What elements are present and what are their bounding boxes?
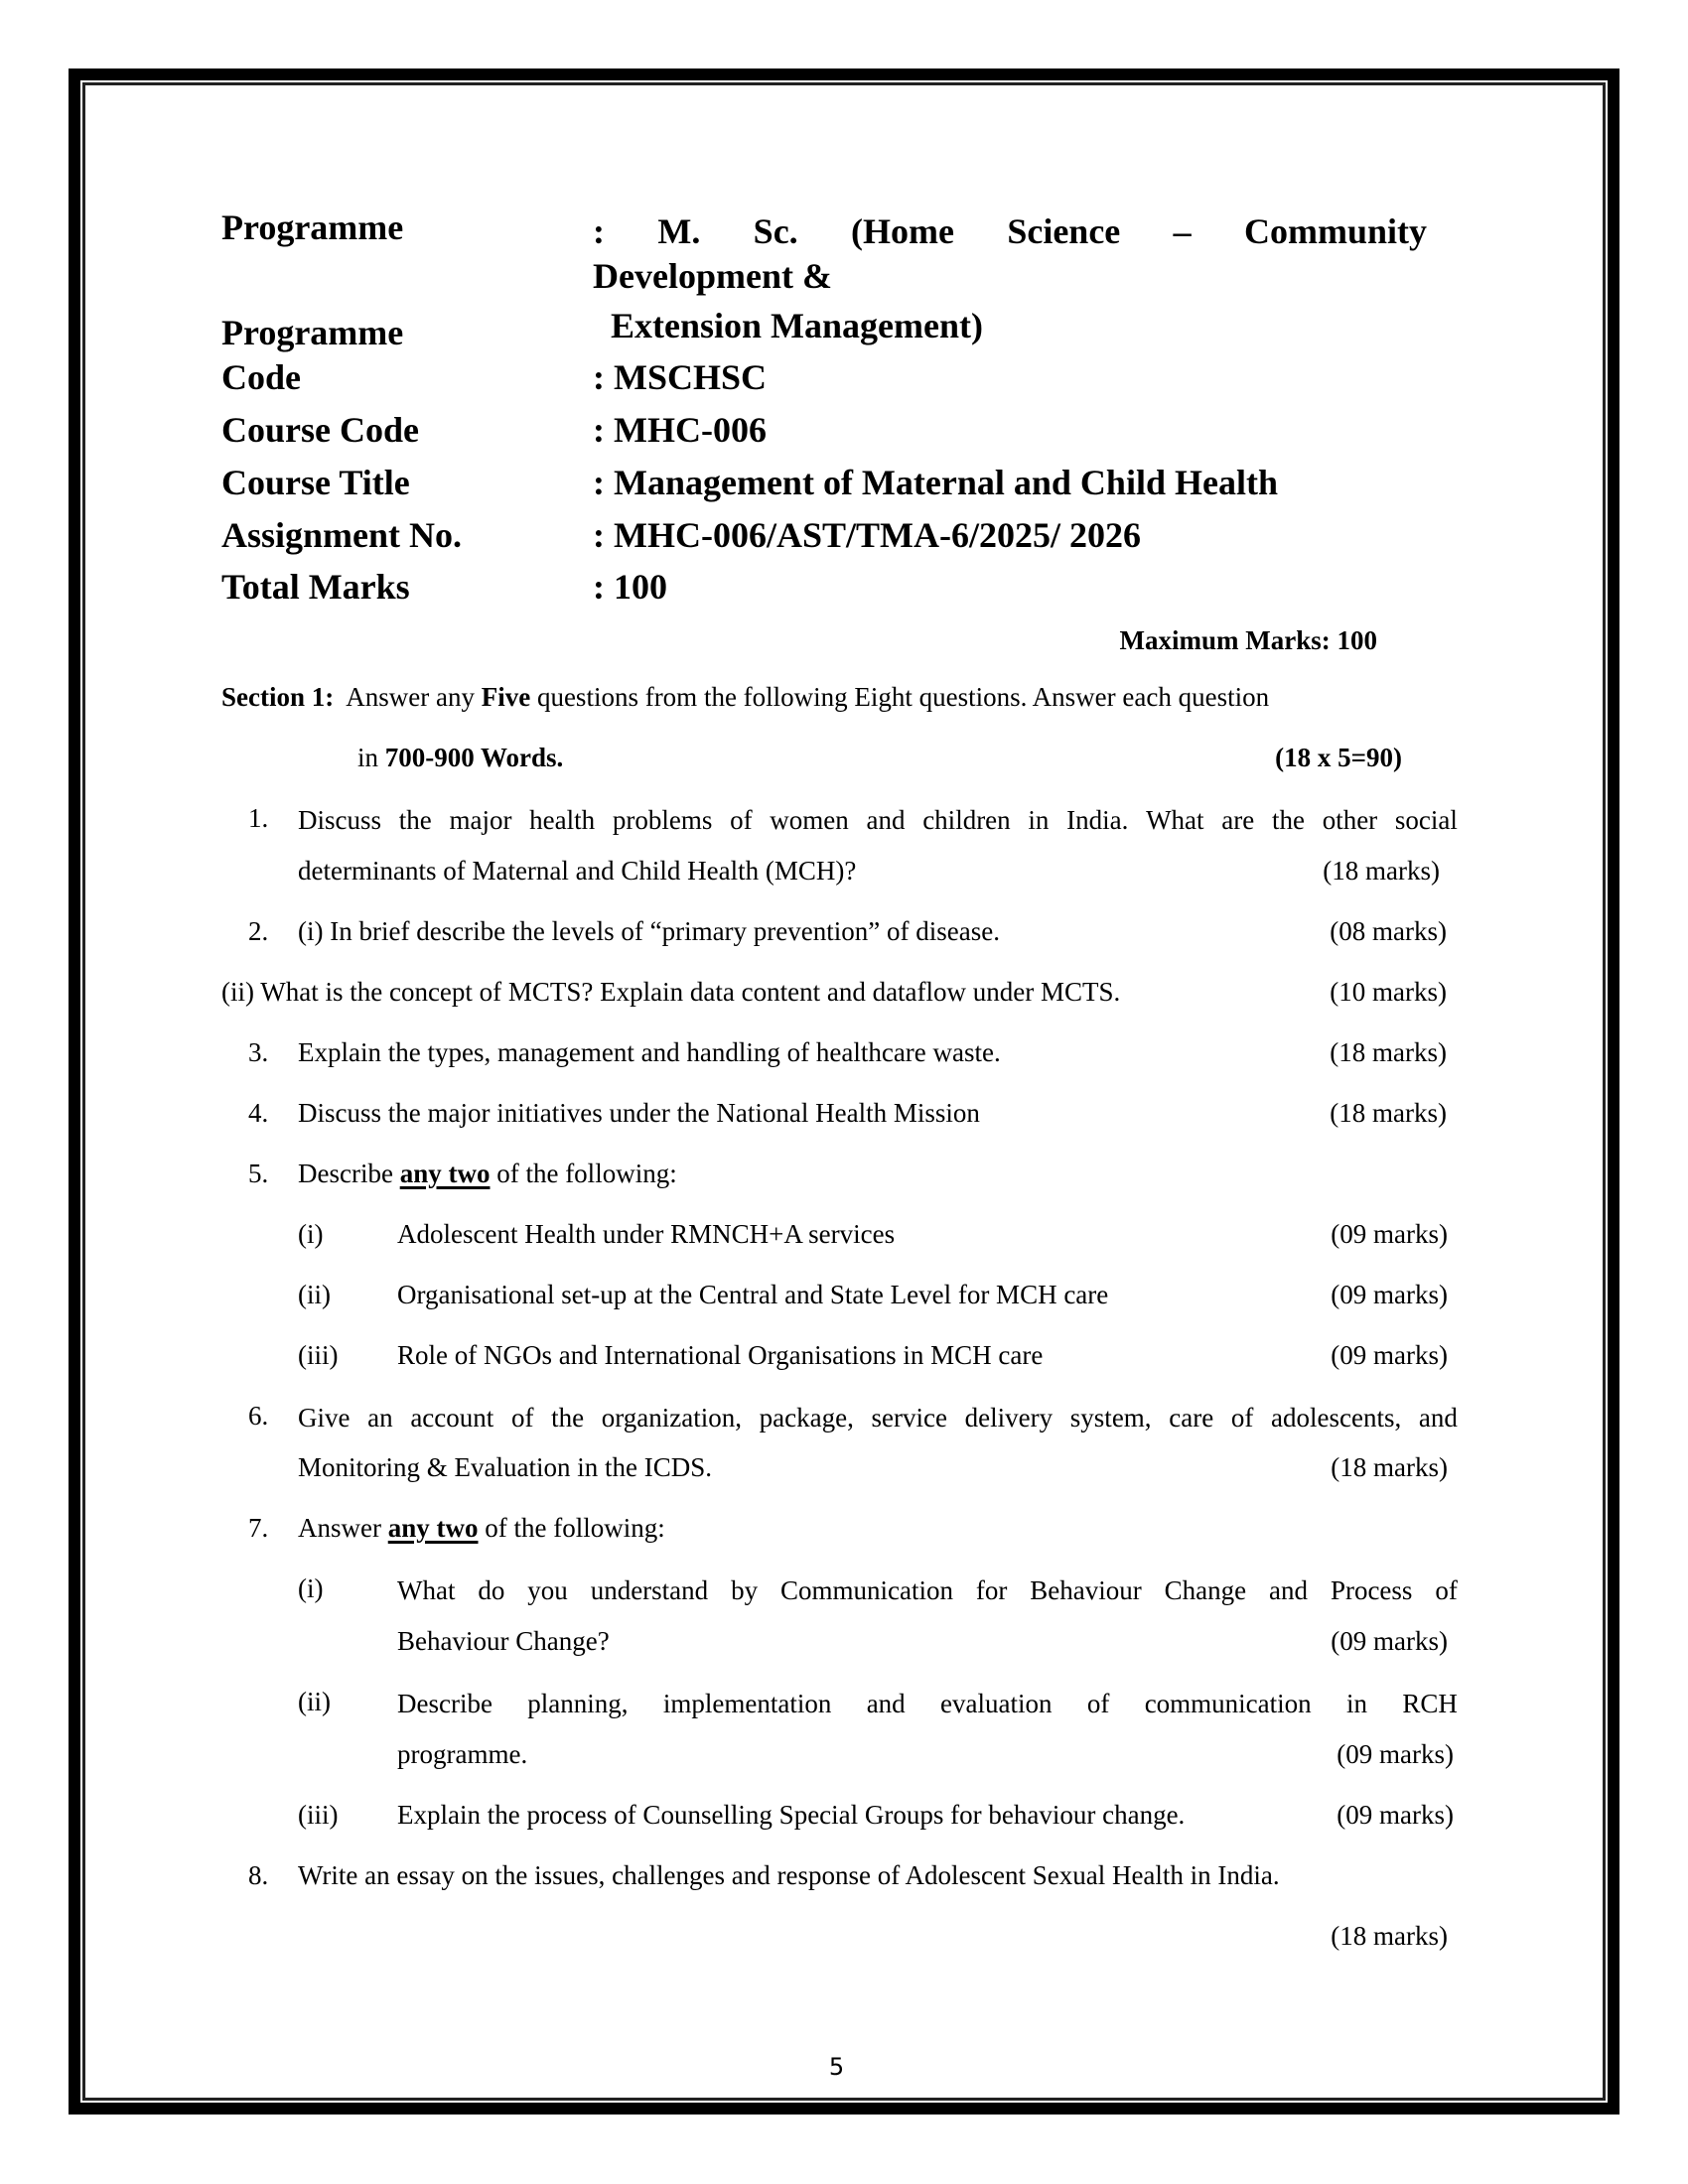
question-7-sub-i-word: understand: [590, 1575, 709, 1605]
question-1-word: and: [866, 805, 906, 835]
question-7-sub-i-number: (i): [298, 1573, 324, 1603]
question-4-marks: (18 marks): [1330, 1098, 1447, 1128]
section-marks-formula: (18 x 5=90): [1275, 743, 1402, 772]
question-1-line1: [298, 805, 1458, 836]
question-7-sub-iii-number: (iii): [298, 1800, 339, 1830]
question-6-word: adolescents,: [1271, 1403, 1402, 1433]
question-3-text: Explain the types, management and handling of healthcare waste.: [298, 1037, 1001, 1067]
question-7-sub-i-marks: (09 marks): [1331, 1626, 1448, 1656]
question-6-word: the: [551, 1403, 585, 1433]
programme-word: Science: [1007, 211, 1121, 251]
question-7-sub-ii-marks: (09 marks): [1336, 1739, 1454, 1769]
question-6-word: of: [1230, 1403, 1254, 1433]
question-7-sub-i-word: of: [1435, 1575, 1458, 1605]
question-1-word: problems: [612, 805, 713, 835]
question-7-sub-ii-number: (ii): [298, 1687, 331, 1716]
question-5-sub-ii-marks: (09 marks): [1331, 1280, 1448, 1309]
question-1-word: children: [922, 805, 1011, 835]
question-5-number: 5.: [248, 1159, 269, 1188]
question-1-line2: determinants of Maternal and Child Health (MCH)?: [298, 856, 857, 886]
section-text-b: questions from the following Eight questions. Answer each question: [530, 682, 1270, 712]
section-word-limit: [357, 745, 563, 771]
question-6-line1: [298, 1403, 1458, 1433]
question-7-sub-i-word: Process: [1330, 1575, 1413, 1605]
page-border-inner: [82, 82, 1606, 2101]
section-instructions: [221, 684, 1269, 711]
page-number: 5: [828, 2053, 845, 2081]
section-bold-word: Five: [481, 682, 531, 712]
programme-word: (Home: [851, 211, 954, 251]
programme-word: :: [593, 211, 605, 251]
programme-code-label-1: Programme: [221, 313, 404, 352]
question-5-sub-i-number: (i): [298, 1219, 324, 1249]
question-7-sub-i-word: by: [731, 1575, 759, 1605]
question-7-sub-ii-word: and: [866, 1689, 906, 1718]
question-4-number: 4.: [248, 1098, 269, 1128]
question-7-sub-ii-word: implementation: [662, 1689, 832, 1718]
programme-value-line1: [593, 209, 1427, 254]
question-6-word: and: [1418, 1403, 1458, 1433]
question-1-word: health: [529, 805, 596, 835]
question-2-part-ii-marks: (10 marks): [1330, 977, 1447, 1007]
question-5-sub-ii-text: Organisational set-up at the Central and State Level for MCH care: [397, 1280, 1109, 1309]
question-7-sub-i-word: do: [478, 1575, 505, 1605]
question-8-marks: (18 marks): [1331, 1921, 1448, 1951]
question-7-text-a: Answer: [298, 1513, 388, 1543]
question-6-number: 6.: [248, 1401, 269, 1431]
question-7-sub-i-word: you: [527, 1575, 568, 1605]
question-1-word: Discuss: [298, 805, 382, 835]
question-6-word: package,: [759, 1403, 854, 1433]
question-7-sub-i-word: What: [397, 1575, 456, 1605]
section-word-limit-bold: 700-900 Words.: [384, 743, 564, 772]
programme-label: Programme: [221, 207, 404, 247]
question-7-sub-iii-text: Explain the process of Counselling Special Groups for behaviour change.: [397, 1800, 1186, 1830]
question-2-part-i: (i) In brief describe the levels of “primary prevention” of disease.: [298, 916, 1000, 946]
question-7-sub-i-word: Behaviour: [1030, 1575, 1142, 1605]
question-6-word: of: [510, 1403, 534, 1433]
question-1-word: social: [1394, 805, 1458, 835]
maximum-marks: Maximum Marks: 100: [1119, 625, 1377, 655]
question-2-part-i-marks: (08 marks): [1330, 916, 1447, 946]
question-6-word: organization,: [601, 1403, 742, 1433]
question-3-marks: (18 marks): [1330, 1037, 1447, 1067]
question-5-text-a: Describe: [298, 1159, 400, 1188]
programme-value-line3: Extension Management): [611, 306, 983, 345]
total-marks-label: Total Marks: [221, 567, 410, 607]
programme-word: M.: [657, 211, 701, 251]
question-1-word: women: [770, 805, 849, 835]
question-5-sub-iii-text: Role of NGOs and International Organisations in MCH care: [397, 1340, 1044, 1370]
question-2-number: 2.: [248, 916, 269, 946]
question-5-text: [298, 1160, 677, 1187]
assignment-value: : MHC-006/AST/TMA-6/2025/ 2026: [593, 515, 1141, 555]
programme-value: [593, 209, 1427, 299]
course-code-value: : MHC-006: [593, 410, 767, 450]
section-word-limit-prefix: in: [357, 743, 385, 772]
programme-word: Sc.: [753, 211, 798, 251]
question-7-sub-i-word: Communication: [779, 1575, 953, 1605]
question-7-text-b: of the following:: [478, 1513, 665, 1543]
question-6-word: an: [367, 1403, 393, 1433]
question-7-sub-i-line1: [397, 1575, 1458, 1606]
question-8-number: 8.: [248, 1860, 269, 1890]
question-8-text: Write an essay on the issues, challenges and response of Adolescent Sexual Health in India.: [298, 1860, 1280, 1890]
question-6-word: delivery: [964, 1403, 1054, 1433]
question-7-sub-ii-word: of: [1086, 1689, 1110, 1718]
programme-word: Community: [1243, 211, 1427, 251]
course-code-label: Course Code: [221, 410, 419, 450]
question-1-word: the: [398, 805, 432, 835]
section-label: Section 1:: [221, 682, 335, 712]
question-7-underlined: any two: [387, 1513, 479, 1543]
programme-word: –: [1173, 211, 1192, 251]
question-7-sub-iii-marks: (09 marks): [1336, 1800, 1454, 1830]
question-7-sub-ii-word: planning,: [527, 1689, 629, 1718]
question-1-word: of: [730, 805, 753, 835]
question-5-sub-i-text: Adolescent Health under RMNCH+A services: [397, 1219, 896, 1249]
programme-code-value: : MSCHSC: [593, 357, 768, 397]
question-1-marks: (18 marks): [1323, 856, 1440, 886]
question-7-sub-ii-word: communication: [1144, 1689, 1312, 1718]
question-7-sub-i-word: Change: [1164, 1575, 1247, 1605]
question-6-word: system,: [1069, 1403, 1152, 1433]
question-6-word: account: [410, 1403, 494, 1433]
programme-code-label-2: Code: [221, 357, 301, 397]
question-1-word: the: [1271, 805, 1305, 835]
question-7-sub-ii-line2: programme.: [397, 1739, 528, 1769]
question-4-text: Discuss the major initiatives under the National Health Mission: [298, 1098, 980, 1128]
question-7-number: 7.: [248, 1513, 269, 1543]
question-5-sub-i-marks: (09 marks): [1331, 1219, 1448, 1249]
programme-value-line2: Development &: [593, 256, 832, 296]
question-7-sub-i-line2: Behaviour Change?: [397, 1626, 610, 1656]
question-6-marks: (18 marks): [1331, 1452, 1448, 1482]
question-1-word: What: [1146, 805, 1204, 835]
course-title-label: Course Title: [221, 463, 410, 502]
question-6-word: service: [871, 1403, 947, 1433]
question-7-sub-ii-line1: [397, 1689, 1458, 1719]
question-2-part-ii: (ii) What is the concept of MCTS? Explain data content and dataflow under MCTS.: [221, 977, 1121, 1007]
question-5-sub-iii-number: (iii): [298, 1340, 339, 1370]
question-7-text: [298, 1515, 665, 1542]
assignment-label: Assignment No.: [221, 515, 463, 555]
question-1-word: are: [1221, 805, 1255, 835]
question-5-sub-iii-marks: (09 marks): [1331, 1340, 1448, 1370]
question-1-word: in: [1028, 805, 1050, 835]
question-1-word: major: [449, 805, 512, 835]
section-text-a: Answer any: [346, 682, 482, 712]
question-7-sub-i-word: for: [975, 1575, 1008, 1605]
question-7-sub-ii-word: evaluation: [940, 1689, 1053, 1718]
question-5-underlined: any two: [399, 1159, 491, 1188]
question-6-word: care: [1169, 1403, 1214, 1433]
question-3-number: 3.: [248, 1037, 269, 1067]
course-title-value: : Management of Maternal and Child Health: [593, 463, 1278, 502]
question-5-sub-ii-number: (ii): [298, 1280, 331, 1309]
question-7-sub-ii-word: RCH: [1402, 1689, 1458, 1718]
total-marks-value: : 100: [593, 567, 667, 607]
question-6-word: Give: [298, 1403, 351, 1433]
question-1-word: other: [1322, 805, 1378, 835]
question-7-sub-ii-word: Describe: [397, 1689, 492, 1718]
question-1-word: India.: [1066, 805, 1129, 835]
question-7-sub-i-word: and: [1269, 1575, 1309, 1605]
question-5-text-b: of the following:: [490, 1159, 677, 1188]
question-6-line2: Monitoring & Evaluation in the ICDS.: [298, 1452, 712, 1482]
question-1-number: 1.: [248, 803, 269, 833]
question-7-sub-ii-word: in: [1346, 1689, 1368, 1718]
